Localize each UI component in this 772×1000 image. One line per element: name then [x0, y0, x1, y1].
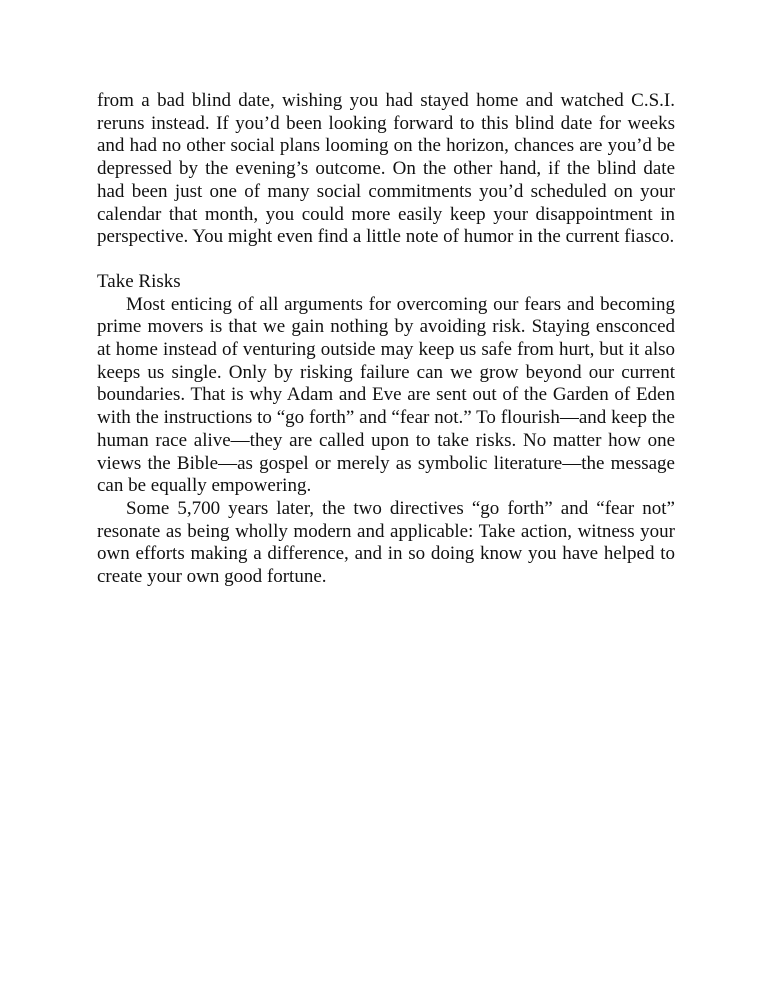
- section-heading: Take Risks: [97, 270, 181, 292]
- page-body: [97, 90, 675, 589]
- body-paragraph: Some 5,700 years later, the two directives “go forth” and “fear not” resonate as being wholly modern and applicable: Take action, witness your own efforts making a difference, and in so doing know you have helped to create your own good fortune.: [97, 497, 675, 588]
- continued-paragraph: from a bad blind date, wishing you had stayed home and watched C.S.I. reruns instead. If you’d been looking forward to this blind date for weeks and had no other social plans looming on the horizon, chances are you’d be depressed by the evening’s outcome. On the other hand, if the blind date had been just one of many social commitments you’d scheduled on your calendar that month, you could more easily keep your disappointment in perspective. You might even find a little note of humor in the current fiasco.: [97, 90, 675, 248]
- body-paragraph: Most enticing of all arguments for overcoming our fears and becoming prime movers is that we gain nothing by avoiding risk. Staying ensconced at home instead of venturing outside may keep us safe from hurt, but it also keeps us single. Only by risking failure can we grow beyond our current boundaries. That is why Adam and Eve are sent out of the Garden of Eden with the instructions to “go forth” and “fear not.” To flourish—and keep the human race alive—they are called upon to take risks. No matter how one views the Bible—as gospel or merely as symbolic literature—the message can be equally empowering.: [97, 293, 675, 497]
